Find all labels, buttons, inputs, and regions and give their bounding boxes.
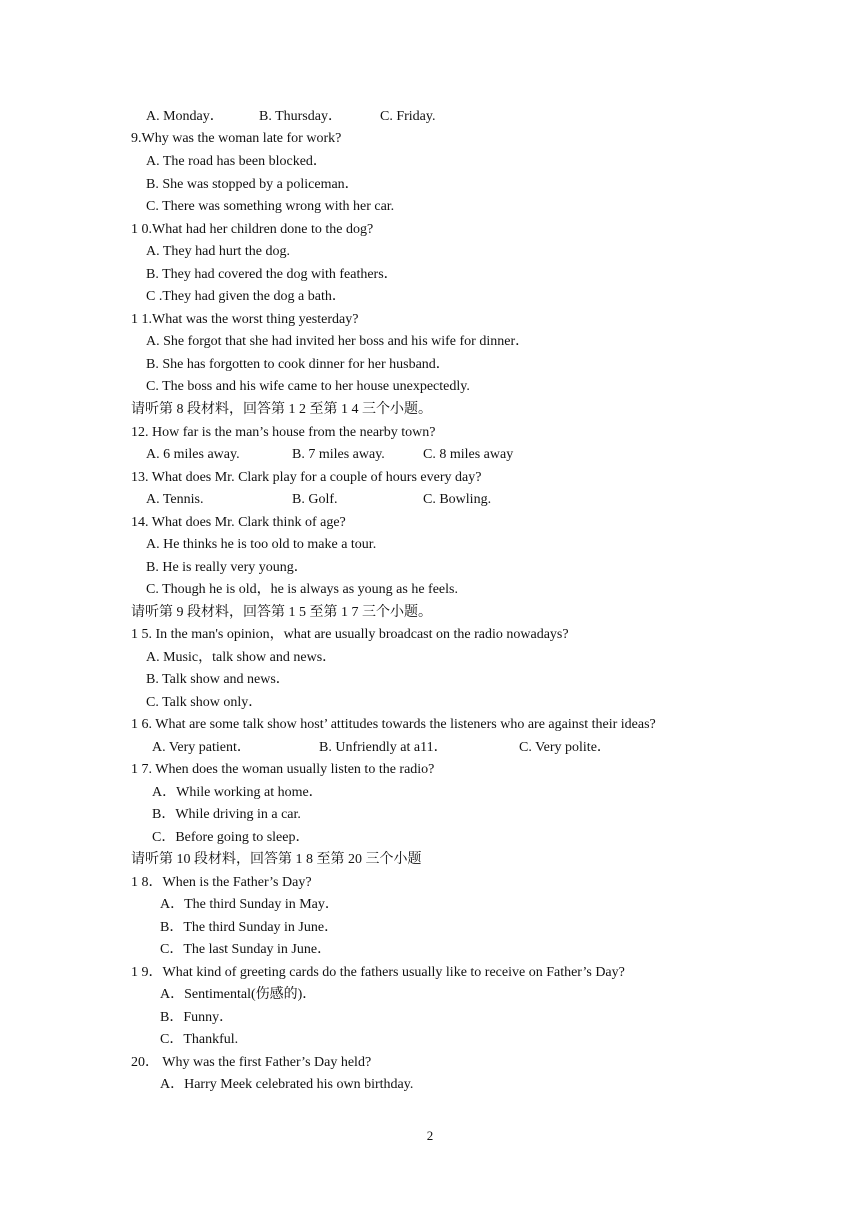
q16-option-b: B. Unfriendly at a11． [319, 740, 448, 755]
q10-option-b: B. They had covered the dog with feathers． [146, 267, 398, 282]
q14-option-a: A. He thinks he is too old to make a tour. [146, 537, 377, 552]
q18-option-c: C．The last Sunday in June． [160, 942, 332, 957]
q16-option-c: C. Very polite． [519, 740, 611, 755]
q11-option-a: A. She forgot that she had invited her boss and his wife for dinner． [146, 334, 530, 349]
q12-question: 12. How far is the man’s house from the nearby town? [131, 425, 436, 440]
q19-option-c: C．Thankful. [160, 1032, 239, 1047]
q15-option-a: A. Music，talk show and news． [146, 650, 337, 665]
q8-option-b: B. Thursday． [259, 109, 342, 124]
q11-question: 1 1.What was the worst thing yesterday? [131, 312, 359, 327]
q12-option-b: B. 7 miles away. [292, 447, 385, 462]
q11-option-b: B. She has forgotten to cook dinner for her husband． [146, 357, 450, 372]
q9-option-b: B. She was stopped by a policeman． [146, 177, 359, 192]
q10-option-a: A. They had hurt the dog. [146, 244, 290, 259]
q10-question: 1 0.What had her children done to the dog? [131, 222, 374, 237]
section-8-instruction: 请听第 8 段材料，回答第 1 2 至第 1 4 三个小题。 [131, 402, 432, 417]
q17-option-b: B．While driving in a car. [152, 807, 301, 822]
q9-question: 9.Why was the woman late for work? [131, 131, 342, 146]
q13-option-c: C. Bowling. [423, 492, 492, 507]
q13-option-a: A. Tennis. [146, 492, 204, 507]
q15-option-b: B. Talk show and news． [146, 672, 290, 687]
q14-option-c: C. Though he is old，he is always as young as he feels. [146, 582, 458, 597]
q15-question: 1 5. In the man's opinion，what are usually broadcast on the radio nowadays? [131, 627, 569, 642]
q13-option-b: B. Golf. [292, 492, 338, 507]
section-10-instruction: 请听第 10 段材料，回答第 1 8 至第 20 三个小题 [131, 852, 422, 867]
q8-option-c: C. Friday. [380, 109, 436, 124]
q17-question: 1 7. When does the woman usually listen to the radio? [131, 762, 435, 777]
q18-option-a: A．The third Sunday in May． [160, 897, 339, 912]
q16-question: 1 6. What are some talk show host’ attitudes towards the listeners who are against their ideas? [131, 717, 656, 732]
q14-question: 14. What does Mr. Clark think of age? [131, 515, 346, 530]
q15-option-c: C. Talk show only． [146, 695, 263, 710]
q19-option-a: A．Sentimental(伤感的)． [160, 987, 317, 1002]
q12-option-a: A. 6 miles away. [146, 447, 240, 462]
q13-question: 13. What does Mr. Clark play for a couple of hours every day? [131, 470, 482, 485]
q11-option-c: C. The boss and his wife came to her house unexpectedly. [146, 379, 470, 394]
q16-option-a: A. Very patient． [152, 740, 251, 755]
q19-option-b: B．Funny． [160, 1010, 234, 1025]
q10-option-c: C .They had given the dog a bath． [146, 289, 346, 304]
q14-option-b: B. He is really very young． [146, 560, 308, 575]
q20-option-a: A．Harry Meek celebrated his own birthday. [160, 1077, 414, 1092]
q9-option-a: A. The road has been blocked． [146, 154, 327, 169]
page-number: 2 [426, 1128, 434, 1143]
section-9-instruction: 请听第 9 段材料，回答第 1 5 至第 1 7 三个小题。 [131, 605, 432, 620]
q9-option-c: C. There was something wrong with her car. [146, 199, 395, 214]
q18-option-b: B．The third Sunday in June． [160, 920, 339, 935]
q20-question: 20． Why was the first Father’s Day held? [131, 1055, 372, 1070]
q18-question: 1 8．When is the Father’s Day? [131, 875, 312, 890]
q17-option-c: C．Before going to sleep． [152, 830, 310, 845]
q12-option-c: C. 8 miles away [423, 447, 514, 462]
q19-question: 1 9．What kind of greeting cards do the fathers usually like to receive on Father’s Day? [131, 965, 625, 980]
q17-option-a: A．While working at home． [152, 785, 323, 800]
q8-option-a: A. Monday． [146, 109, 224, 124]
